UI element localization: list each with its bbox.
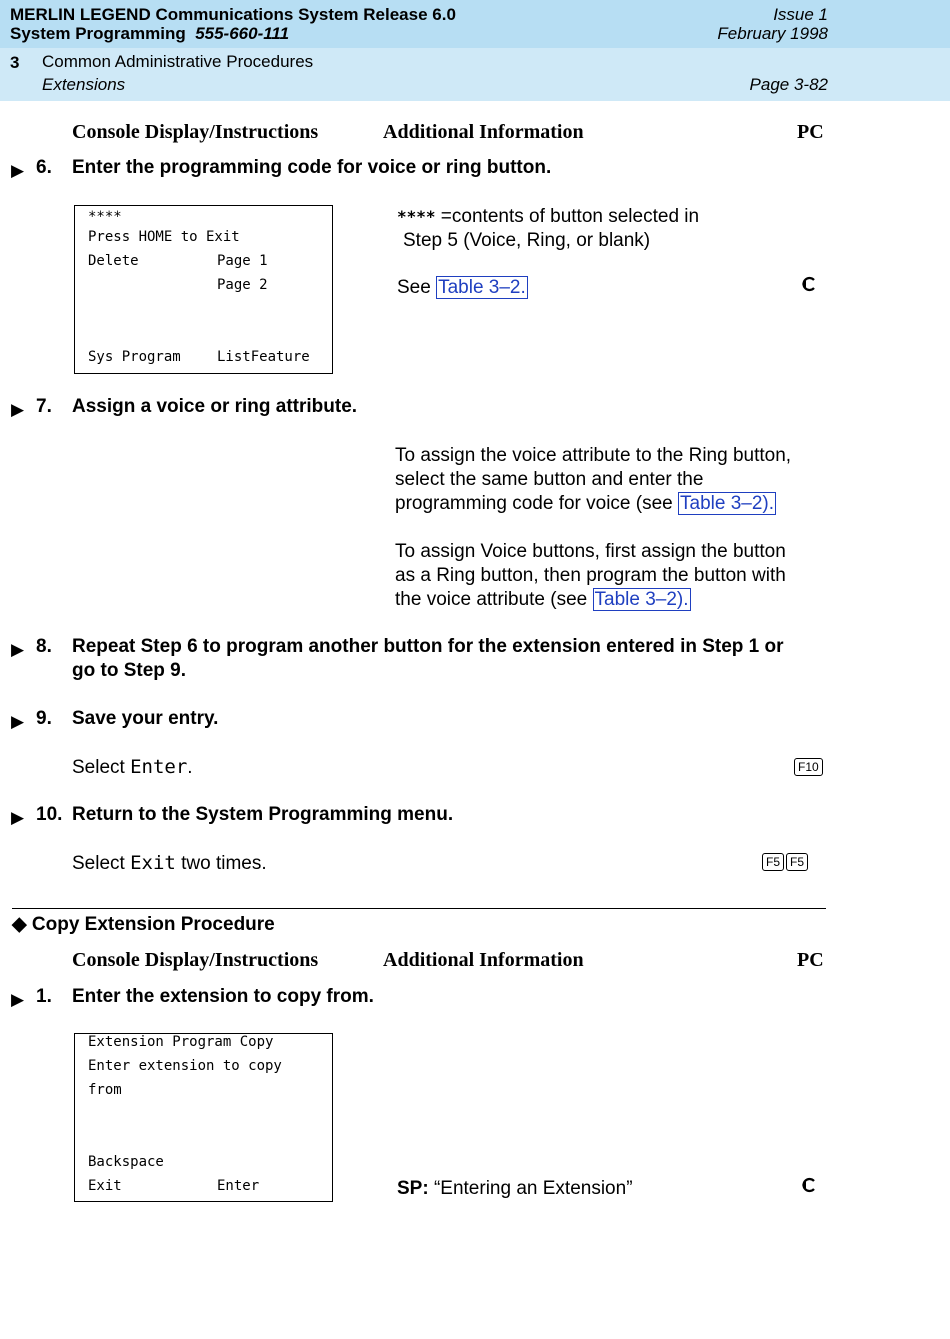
step-arrow-icon: ▶ <box>11 990 25 1009</box>
copy-section-heading <box>12 913 275 936</box>
diamond-icon: ◆ <box>12 914 27 935</box>
info-text: the voice attribute (see <box>395 589 593 610</box>
copy-step-1-number: 1. <box>36 986 52 1007</box>
screen-line: Press HOME to Exit <box>88 229 240 245</box>
info-see-label: See <box>397 277 437 298</box>
screen-option-exit[interactable]: Exit <box>88 1178 122 1194</box>
table-3-2-link[interactable]: Table 3–2. <box>438 277 526 298</box>
chapter-title: Common Administrative Procedures <box>42 52 314 71</box>
chapter-number: 3 <box>10 53 20 72</box>
step-8-number: 8. <box>36 636 52 657</box>
return-icon <box>799 1176 819 1196</box>
pc-keys <box>792 758 823 776</box>
step-6-number: 6. <box>36 157 52 178</box>
screen-line: from <box>88 1082 122 1098</box>
screen-option-page1[interactable]: Page 1 <box>217 253 268 269</box>
step-arrow-icon: ▶ <box>11 808 25 827</box>
table-3-2-link[interactable]: Table 3–2). <box>594 589 689 610</box>
step-10-instruction <box>72 851 267 876</box>
doc-subtitle-prefix: System Programming <box>10 24 186 43</box>
info7-p2-line1: To assign Voice buttons, first assign the button <box>395 541 786 562</box>
doc-subtitle <box>10 24 289 44</box>
screen-option-listfeature[interactable]: ListFeature <box>217 349 310 365</box>
screen-option-sys-program[interactable]: Sys Program <box>88 349 181 365</box>
instruction-text: Select <box>72 853 131 874</box>
screen-line: Extension Program Copy <box>88 1034 274 1050</box>
console-screen <box>74 205 333 374</box>
info-text: programming code for voice (see <box>395 493 679 514</box>
info-button-contents <box>397 205 699 229</box>
info7-p1-line1: To assign the voice attribute to the Ring button, <box>395 445 792 466</box>
step-6-text: Enter the programming code for voice or ring button. <box>72 157 552 178</box>
col-pc-heading: PC <box>797 121 824 143</box>
col-additional-heading: Additional Information <box>383 949 584 971</box>
sp-reference <box>397 1177 633 1201</box>
info7-p1-line2: select the same button and enter the <box>395 469 704 490</box>
doc-code: 555-660-111 <box>195 24 290 43</box>
pc-keys <box>760 853 808 871</box>
instruction-text: two times. <box>175 853 267 874</box>
step-10-text: Return to the System Programming menu. <box>72 804 454 825</box>
section-divider <box>12 908 826 909</box>
sp-label: SP: <box>397 1178 429 1199</box>
instruction-text: . <box>187 757 193 778</box>
screen-option-backspace[interactable]: Backspace <box>88 1154 164 1170</box>
step-8-text-line2: go to Step 9. <box>72 660 186 681</box>
info7-p1-line3 <box>395 492 776 516</box>
step-9-number: 9. <box>36 708 52 729</box>
section-title: Extensions <box>42 75 126 94</box>
step-arrow-icon: ▶ <box>11 640 25 659</box>
col-console-heading: Console Display/Instructions <box>72 121 319 143</box>
screen-line: Enter extension to copy <box>88 1058 282 1074</box>
enter-command: Enter <box>130 756 188 778</box>
step-arrow-icon: ▶ <box>11 400 25 419</box>
info7-p2-line2: as a Ring button, then program the button with <box>395 565 786 586</box>
info7-p2-line3 <box>395 588 691 612</box>
console-screen <box>74 1033 333 1202</box>
doc-title: MERLIN LEGEND Communications System Release 6.0 <box>10 5 456 24</box>
step-8-text-line1: Repeat Step 6 to program another button for the extension entered in Step 1 or <box>72 636 784 657</box>
col-pc-heading: PC <box>797 949 824 971</box>
step-arrow-icon: ▶ <box>11 161 25 180</box>
stars-symbol: **** <box>397 207 436 226</box>
issue-date: February 1998 <box>717 24 828 43</box>
screen-option-page2[interactable]: Page 2 <box>217 277 268 293</box>
exit-command: Exit <box>130 852 176 874</box>
sp-text: “Entering an Extension” <box>428 1178 633 1199</box>
step-7-text: Assign a voice or ring attribute. <box>72 396 358 417</box>
f5-key[interactable]: F5 <box>762 853 784 871</box>
f5-key[interactable]: F5 <box>786 853 808 871</box>
instruction-text: Select <box>72 757 131 778</box>
step-arrow-icon: ▶ <box>11 712 25 731</box>
step-10-number: 10. <box>36 804 63 825</box>
info-text: =contents of button selected in <box>435 206 700 227</box>
return-icon <box>799 275 819 295</box>
copy-section-title: Copy Extension Procedure <box>31 914 275 935</box>
step-9-instruction <box>72 755 193 780</box>
info-see-table <box>397 276 528 300</box>
screen-option-delete[interactable]: Delete <box>88 253 139 269</box>
issue-label: Issue 1 <box>773 5 828 24</box>
step-7-number: 7. <box>36 396 52 417</box>
f10-key[interactable]: F10 <box>794 758 823 776</box>
info-step5-text: Step 5 (Voice, Ring, or blank) <box>403 230 651 251</box>
col-additional-heading: Additional Information <box>383 121 584 143</box>
col-console-heading: Console Display/Instructions <box>72 949 319 971</box>
screen-line: **** <box>88 209 122 225</box>
copy-step-1-text: Enter the extension to copy from. <box>72 986 374 1007</box>
screen-option-enter[interactable]: Enter <box>217 1178 260 1194</box>
table-3-2-link[interactable]: Table 3–2). <box>680 493 775 514</box>
step-9-text: Save your entry. <box>72 708 219 729</box>
page-number: Page 3-82 <box>749 75 828 94</box>
